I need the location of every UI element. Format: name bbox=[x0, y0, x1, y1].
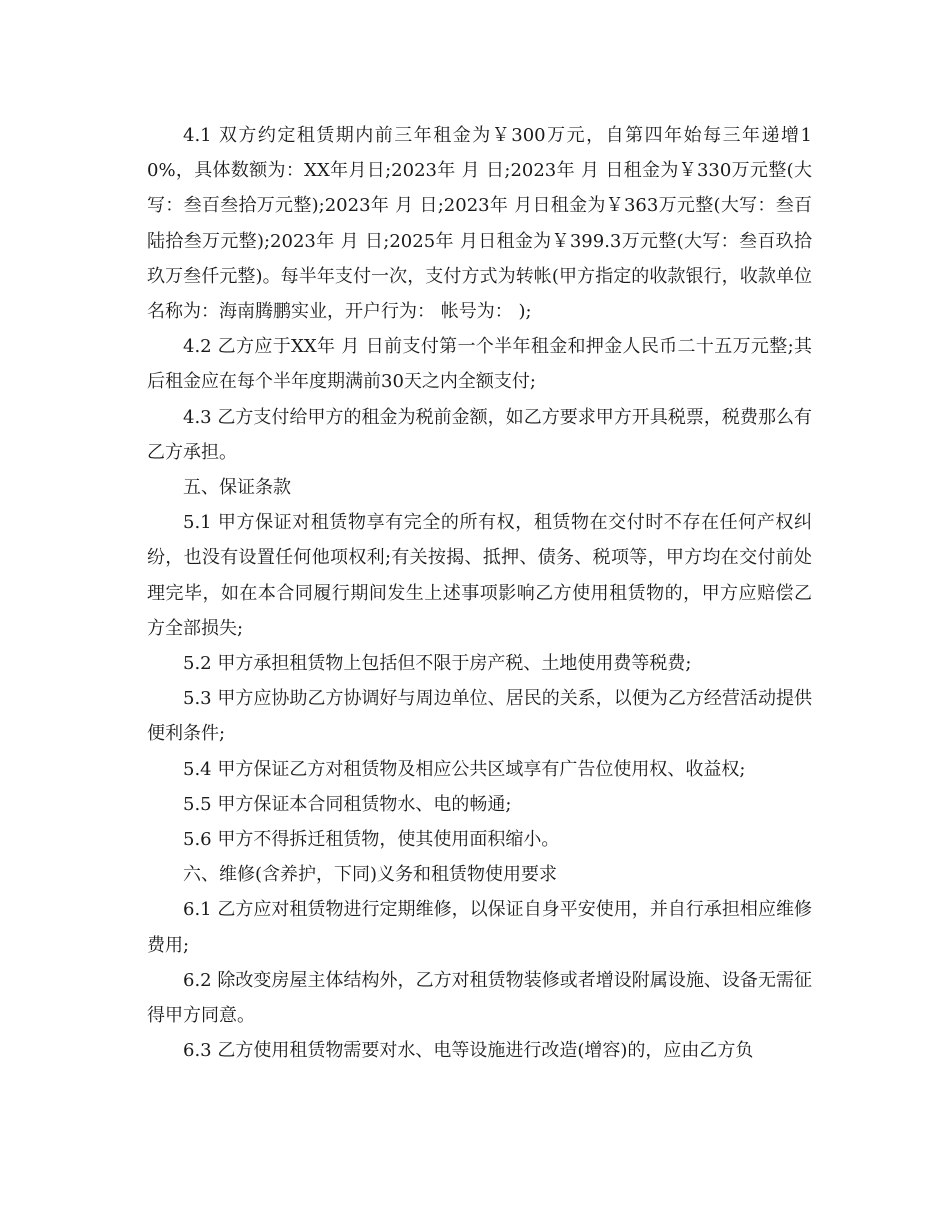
clause-5-5: 5.5 甲方保证本合同租赁物水、电的畅通; bbox=[183, 793, 512, 815]
clause-4-1: 4.1 双方约定租赁期内前三年租金为￥300万元，自第四年始每三年递增10%，具体数额为：XX年月日;2023年 月 日;2023年 月 日租金为￥330万元整(大写：叁百叁拾万元整);2023年 月 日;2023年 月日租金为￥363万元整(大写：叁百陆拾叁万元整);2023年 月 日;2025年 月日租金为￥399.3万元整(大写：叁百玖拾玖万叁仟元整)。每半年支付一次，支付方式为转帐(甲方指定的收款银行，收款单位名称为：海南腾鹏实业，开户行为： 帐号为： ); bbox=[147, 125, 812, 323]
clause-5-2: 5.2 甲方承担租赁物上包括但不限于房产税、土地使用费等税费; bbox=[183, 653, 692, 675]
clause-4-2: 4.2 乙方应于XX年 月 日前支付第一个半年租金和押金人民币二十五万元整;其后租金应在每个半年度期满前30天之内全额支付; bbox=[147, 336, 812, 393]
clause-6-3: 6.3 乙方使用租赁物需要对水、电等设施进行改造(增容)的，应由乙方负 bbox=[183, 1040, 754, 1062]
clause-5-1: 5.1 甲方保证对租赁物享有完全的所有权，租赁物在交付时不存在任何产权纠纷，也没有设置任何他项权利;有关按揭、抵押、债务、税项等，甲方均在交付前处理完毕，如在本合同履行期间发生上述事项影响乙方使用租赁物的，甲方应赔偿乙方全部损失; bbox=[147, 512, 812, 639]
clause-4-3: 4.3 乙方支付给甲方的租金为税前金额，如乙方要求甲方开具税票，税费那么有乙方承担。 bbox=[147, 406, 812, 463]
clause-5-3: 5.3 甲方应协助乙方协调好与周边单位、居民的关系，以便为乙方经营活动提供便利条件; bbox=[147, 688, 812, 745]
section-heading-maintenance: 六、维修(含养护，下同)义务和租赁物使用要求 bbox=[183, 864, 558, 886]
clause-5-6: 5.6 甲方不得拆迁租赁物，使其使用面积缩小。 bbox=[183, 829, 560, 851]
section-heading-guarantee: 五、保证条款 bbox=[183, 477, 291, 499]
clause-6-1: 6.1 乙方应对租赁物进行定期维修，以保证自身平安使用，并自行承担相应维修费用; bbox=[147, 899, 812, 956]
document-page bbox=[147, 118, 812, 1068]
clause-5-4: 5.4 甲方保证乙方对租赁物及相应公共区域享有广告位使用权、收益权; bbox=[183, 758, 746, 780]
clause-6-2: 6.2 除改变房屋主体结构外，乙方对租赁物装修或者增设附属设施、设备无需征得甲方同意。 bbox=[147, 969, 812, 1027]
